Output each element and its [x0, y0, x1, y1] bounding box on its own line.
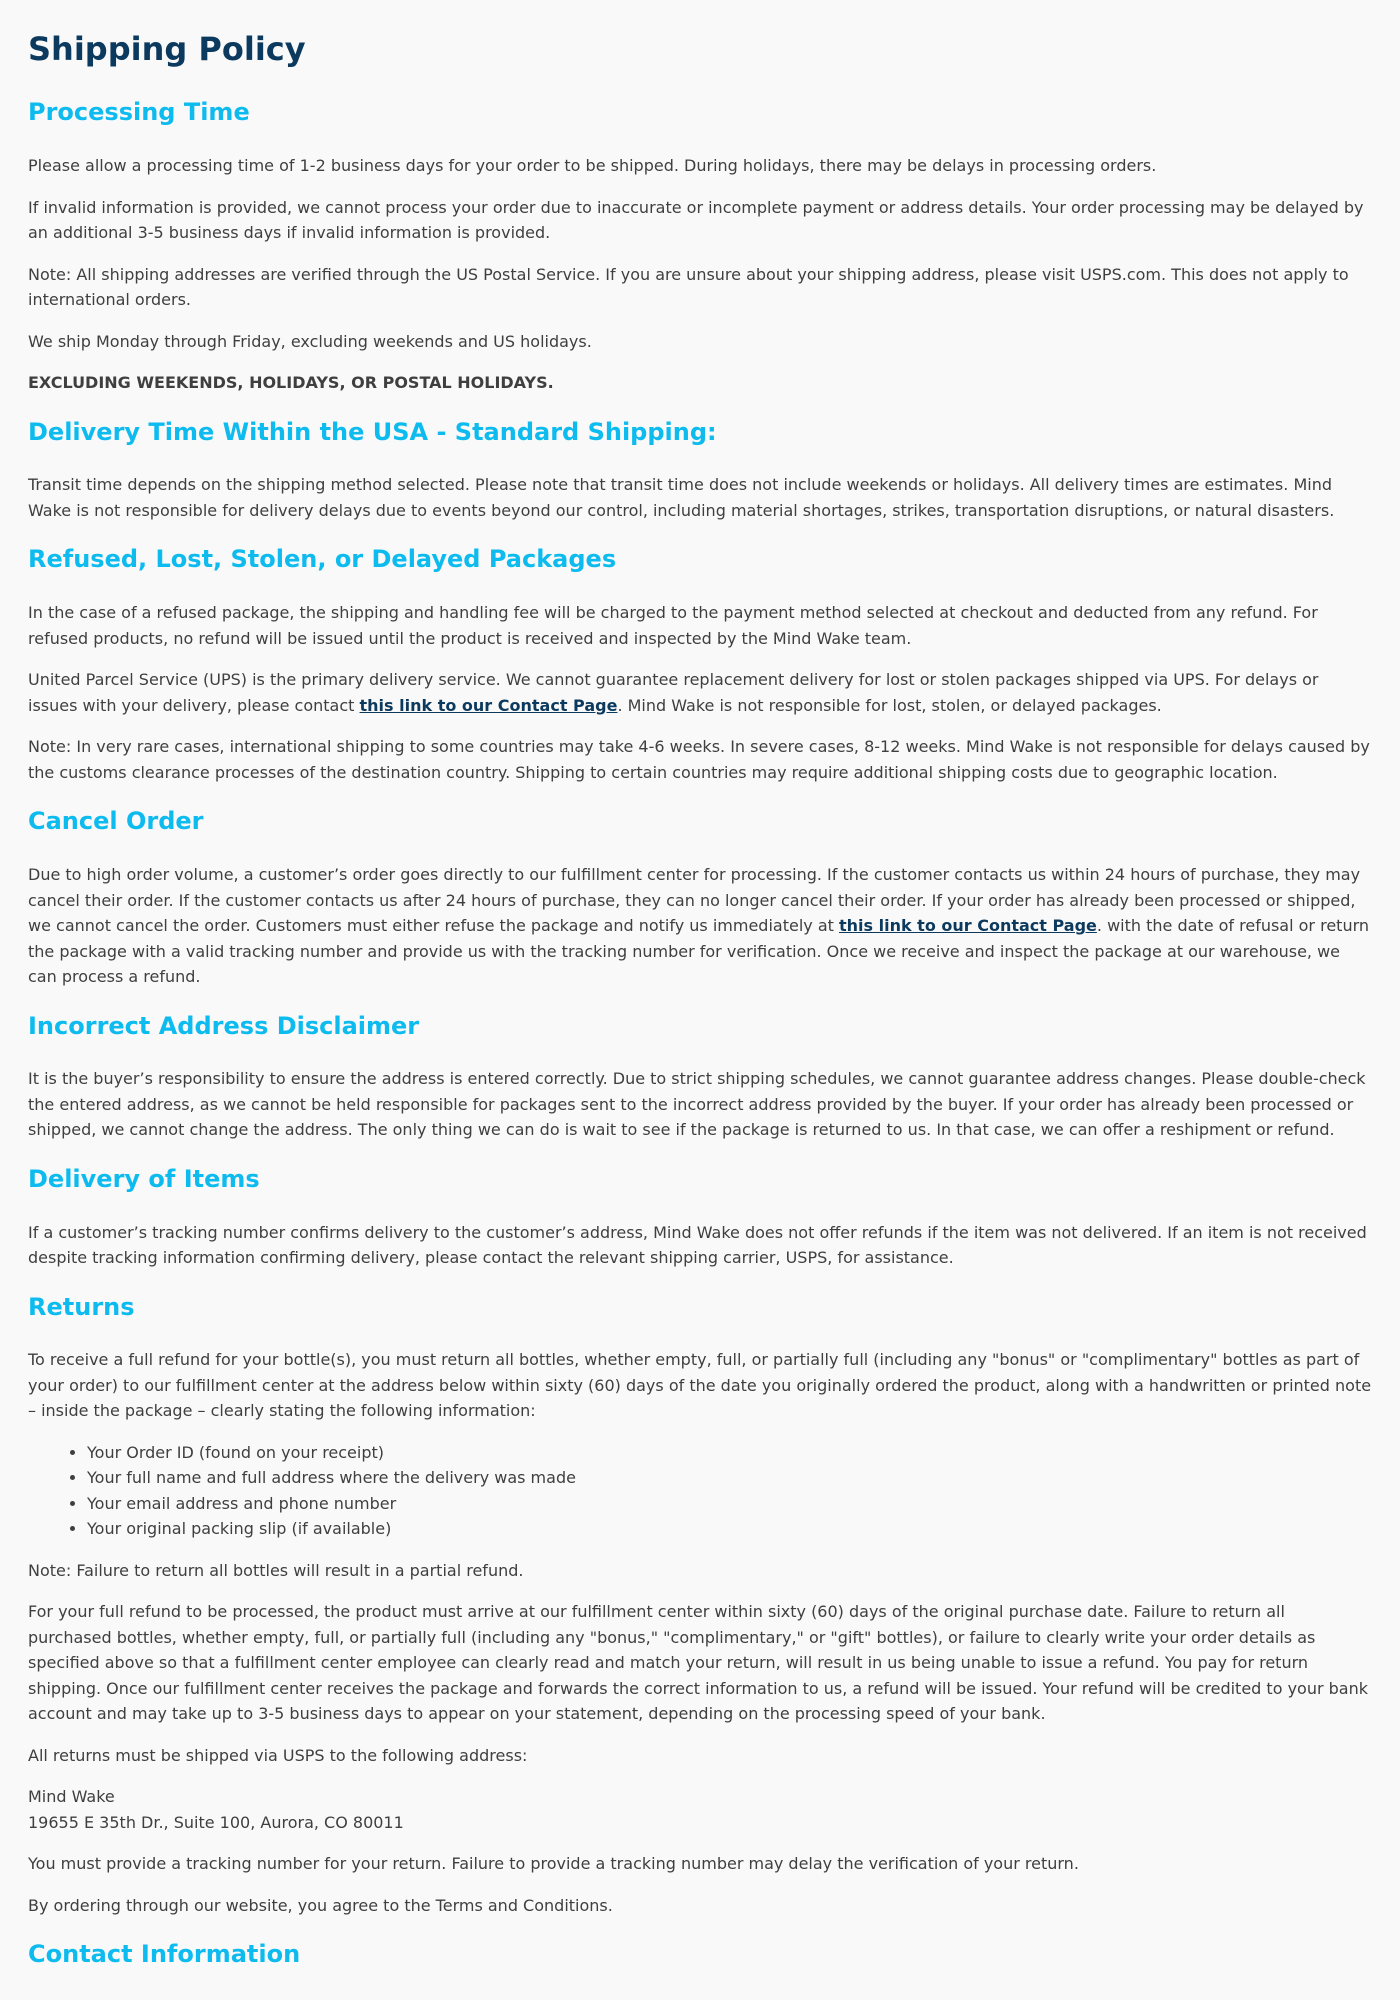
paragraph: If invalid information is provided, we cannot process your order due to inaccurate or incomplete payment or address details. Your order processing may be delayed by an additional 3-5 business days if invalid information is provided.	[28, 197, 1364, 243]
section-incorrect-address	[28, 1012, 1372, 1143]
section-contact-information	[28, 1940, 1372, 1969]
section-heading: Delivery Time Within the USA - Standard Shipping:	[28, 417, 717, 446]
emphasis-paragraph: EXCLUDING WEEKENDS, HOLIDAYS, OR POSTAL HOLIDAYS.	[28, 373, 554, 393]
list-item: • Your full name and full address where the delivery was made	[87, 1465, 1372, 1491]
contact-page-link[interactable]: this link to our Contact Page	[359, 695, 618, 715]
section-heading: Cancel Order	[28, 807, 204, 836]
section-cancel-order	[28, 807, 1372, 989]
paragraph	[28, 862, 1372, 990]
paragraph: It is the buyer’s responsibility to ensure the address is entered correctly. Due to strict shipping schedules, we cannot guarantee address changes. Please double-check the entered address, as we cannot be held responsible for packages sent to the incorrect address provided by the buyer. If your order has already been processed or shipped, we cannot change the address. The only thing we can do is wait to see if the package is returned to us. In that case, we can offer a reshipment or refund.	[28, 1069, 1366, 1140]
section-delivery-of-items	[28, 1165, 1372, 1271]
paragraph: Note: In very rare cases, international shipping to some countries may take 4-6 weeks. In severe cases, 8-12 weeks. Mind Wake is not responsible for delays caused by the customs clearance processes of the destination country. Shipping to certain countries may require additional shipping costs due to geographic location.	[28, 737, 1370, 782]
paragraph: Note: Failure to return all bottles will result in a partial refund.	[28, 1560, 524, 1580]
paragraph: By ordering through our website, you agree to the Terms and Conditions.	[28, 1895, 613, 1915]
section-heading: Refused, Lost, Stolen, or Delayed Packages	[28, 545, 617, 574]
paragraph: All returns must be shipped via USPS to the following address:	[28, 1745, 528, 1765]
section-heading: Incorrect Address Disclaimer	[28, 1011, 420, 1040]
section-heading: Delivery of Items	[28, 1164, 260, 1193]
list-item: • Your email address and phone number	[87, 1491, 1372, 1517]
paragraph: In the case of a refused package, the shipping and handling fee will be charged to the payment method selected at checkout and deducted from any refund. For refused products, no refund will be issued until the product is received and inspected by the Mind Wake team.	[28, 603, 1318, 648]
return-info-list	[28, 1440, 1372, 1542]
paragraph: If a customer’s tracking number confirms delivery to the customer’s address, Mind Wake does not offer refunds if the item was not delivered. If an item is not received despite tracking information confirming delivery, please contact the relevant shipping carrier, USPS, for assistance.	[28, 1222, 1367, 1268]
paragraph-text: . with the date of refusal or return the package with a valid tracking number and provide us with the tracking number for verification. Once we receive and inspect the package at our warehouse, we can process a refund.	[28, 916, 1370, 987]
paragraph-text: . Mind Wake is not responsible for lost, stolen, or delayed packages.	[617, 695, 1162, 715]
paragraph: We ship Monday through Friday, excluding weekends and US holidays.	[28, 331, 592, 351]
paragraph	[28, 667, 1372, 718]
paragraph: Transit time depends on the shipping method selected. Please note that transit time does not include weekends or holidays. All delivery times are estimates. Mind Wake is not responsible for delivery delays due to events beyond our control, including material shortages, strikes, transportation disruptions, or natural disasters.	[28, 475, 1335, 520]
section-refused-lost-packages	[28, 545, 1372, 785]
paragraph-text: Due to high order volume, a customer’s order goes directly to our fulfillment center for processing. If the customer contacts us within 24 hours of purchase, they may cancel their order. If the customer contacts us after 24 hours of purchase, they can no longer cancel their order. If your order has already been processed or shipped, we cannot cancel the order. Customers must either refuse the package and notify us immediately at	[28, 865, 1361, 936]
paragraph: Please allow a processing time of 1-2 business days for your order to be shipped. During holidays, there may be delays in processing orders.	[28, 156, 1157, 176]
paragraph-text: United Parcel Service (UPS) is the primary delivery service. We cannot guarantee replacement delivery for lost or stolen packages shipped via UPS. For delays or issues with your delivery, please contact	[28, 670, 1319, 715]
section-heading: Processing Time	[28, 98, 250, 127]
contact-page-link[interactable]: this link to our Contact Page	[838, 916, 1097, 936]
list-item: • Your original packing slip (if available)	[87, 1516, 1372, 1542]
section-heading: Returns	[28, 1292, 135, 1321]
return-address	[28, 1784, 1372, 1835]
section-returns	[28, 1293, 1372, 1919]
paragraph: You must provide a tracking number for your return. Failure to provide a tracking number may delay the verification of your return.	[28, 1854, 1079, 1874]
section-processing-time	[28, 98, 1372, 395]
section-delivery-usa	[28, 418, 1372, 524]
address-line: 19655 E 35th Dr., Suite 100, Aurora, CO 80011	[28, 1812, 404, 1832]
list-item: • Your Order ID (found on your receipt)	[87, 1440, 1372, 1466]
page-title: Shipping Policy	[28, 30, 306, 68]
section-heading: Contact Information	[28, 1940, 301, 1969]
address-name: Mind Wake	[28, 1787, 115, 1807]
paragraph: For your full refund to be processed, the product must arrive at our fulfillment center within sixty (60) days of the original purchase date. Failure to return all purchased bottles, whether empty, full, or partially full (including any "bonus," "complimentary," or "gift" bottles), or failure to clearly write your order details as specified above so that a fulfillment center employee can clearly read and match your return, will result in us being unable to issue a refund. You pay for return shipping. Once our fulfillment center receives the package and forwards the correct information to us, a refund will be issued. Your refund will be credited to your bank account and may take up to 3-5 business days to appear on your statement, depending on the processing speed of your bank.	[28, 1602, 1368, 1724]
paragraph: To receive a full refund for your bottle(s), you must return all bottles, whether empty, full, or partially full (including any "bonus" or "complimentary" bottles as part of your order) to our fulfillment center at the address below within sixty (60) days of the date you originally ordered the product, along with a handwritten or printed note – inside the package – clearly stating the following information:	[28, 1350, 1372, 1421]
paragraph: Note: All shipping addresses are verified through the US Postal Service. If you are unsure about your shipping address, please visit USPS.com. This does not apply to international orders.	[28, 264, 1349, 310]
